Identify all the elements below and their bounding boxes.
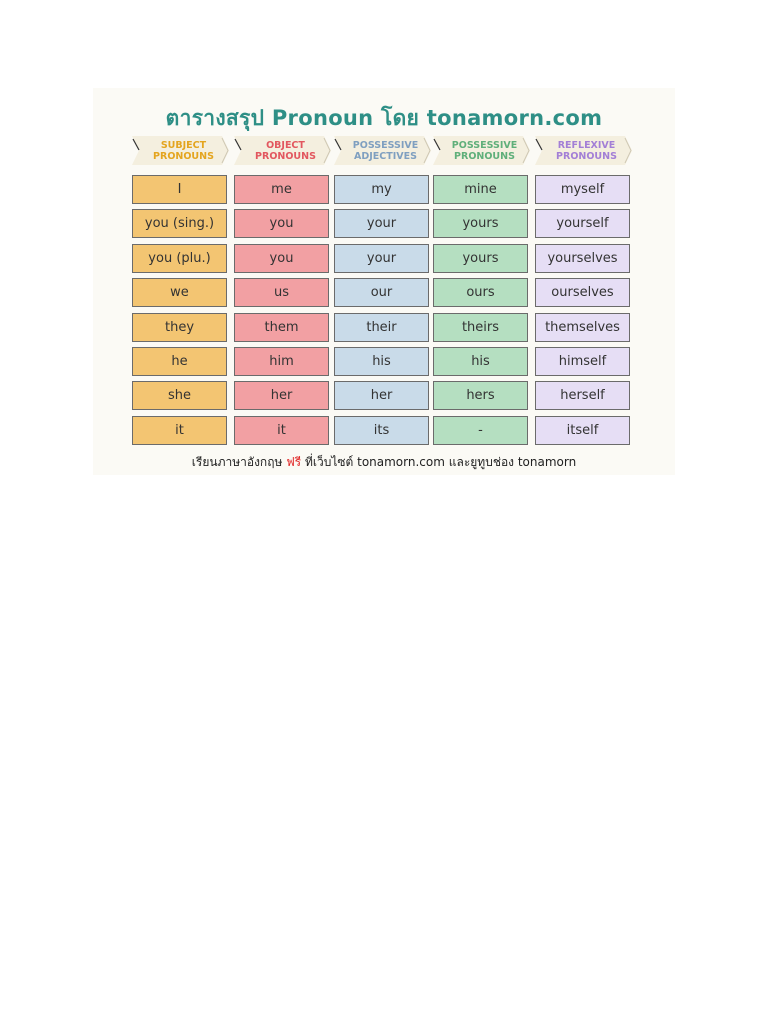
object-cell: her	[234, 381, 329, 410]
subject-cell: she	[132, 381, 227, 410]
possessive-pronoun-cell: ours	[433, 278, 528, 307]
subject-cell: I	[132, 175, 227, 204]
possessive-adjective-cell: her	[334, 381, 429, 410]
footer-caption	[0, 453, 768, 472]
footer-free-text: ฟรี	[286, 455, 302, 469]
subject-cell: they	[132, 313, 227, 342]
possessive-pronoun-cell: his	[433, 347, 528, 376]
object-cell: him	[234, 347, 329, 376]
possessive-pronoun-cell: mine	[433, 175, 528, 204]
possessive-adjective-cell: my	[334, 175, 429, 204]
header-label: OBJECT PRONOUNS	[255, 139, 316, 162]
header-label: POSSESSIVE ADJECTIVES	[352, 139, 419, 162]
chart-title: ตารางสรุป Pronoun โดย tonamorn.com	[165, 106, 603, 130]
subject-cell: you (plu.)	[132, 244, 227, 273]
object-cell: it	[234, 416, 329, 445]
object-cell: you	[234, 244, 329, 273]
possessive-adjective-cell: your	[334, 244, 429, 273]
header-label: REFLEXIVE PRONOUNS	[556, 139, 617, 162]
footer-text-after: ที่เว็บไซต์ tonamorn.com และยูทูบช่อง tonamorn	[301, 455, 577, 469]
possessive-adjective-cell: his	[334, 347, 429, 376]
possessive-pronoun-cell: -	[433, 416, 528, 445]
possessive-pronoun-cell: yours	[433, 209, 528, 238]
subject-cell: he	[132, 347, 227, 376]
subject-cell: it	[132, 416, 227, 445]
object-cell: them	[234, 313, 329, 342]
header-label: SUBJECT PRONOUNS	[153, 139, 214, 162]
possessive-adjective-cell: your	[334, 209, 429, 238]
header-subject-pronouns	[132, 136, 229, 165]
reflexive-cell: myself	[535, 175, 630, 204]
header-possessive-adjectives	[334, 136, 431, 165]
reflexive-cell: himself	[535, 347, 630, 376]
possessive-adjective-cell: their	[334, 313, 429, 342]
header-possessive-pronouns	[433, 136, 530, 165]
reflexive-cell: herself	[535, 381, 630, 410]
possessive-pronoun-cell: theirs	[433, 313, 528, 342]
possessive-pronoun-cell: yours	[433, 244, 528, 273]
footer-text-before: เรียนภาษาอังกฤษ	[191, 455, 287, 469]
object-cell: me	[234, 175, 329, 204]
reflexive-cell: yourselves	[535, 244, 630, 273]
reflexive-cell: yourself	[535, 209, 630, 238]
header-object-pronouns	[234, 136, 331, 165]
reflexive-cell: ourselves	[535, 278, 630, 307]
object-cell: us	[234, 278, 329, 307]
reflexive-cell: themselves	[535, 313, 630, 342]
header-reflexive-pronouns	[535, 136, 632, 165]
subject-cell: you (sing.)	[132, 209, 227, 238]
subject-cell: we	[132, 278, 227, 307]
header-label: POSSESSIVE PRONOUNS	[451, 139, 518, 162]
possessive-adjective-cell: its	[334, 416, 429, 445]
reflexive-cell: itself	[535, 416, 630, 445]
possessive-adjective-cell: our	[334, 278, 429, 307]
possessive-pronoun-cell: hers	[433, 381, 528, 410]
object-cell: you	[234, 209, 329, 238]
